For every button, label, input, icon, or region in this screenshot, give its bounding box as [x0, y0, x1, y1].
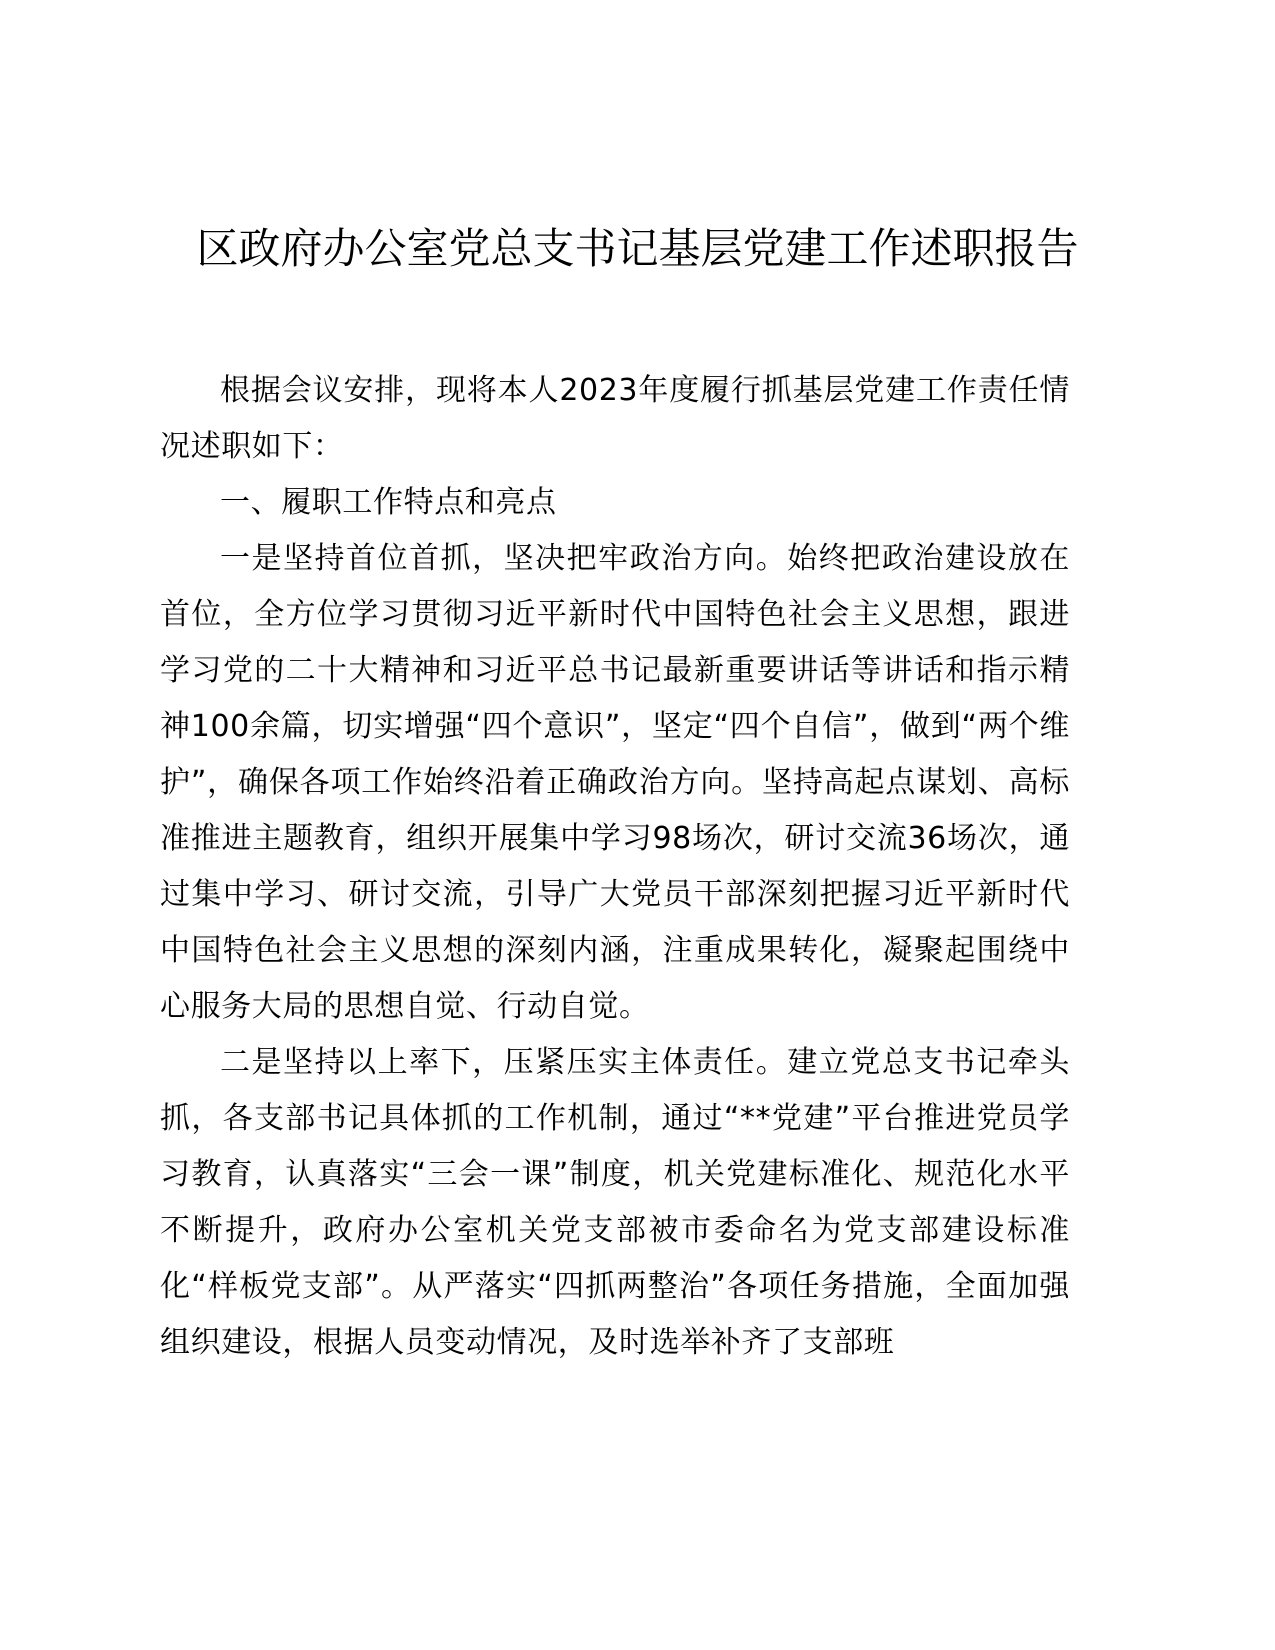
- paragraph-point-1: 一是坚持首位首抓，坚决把牢政治方向。始终把政治建设放在首位，全方位学习贯彻习近平新时代中国特色社会主义思想，跟进学习党的二十大精神和习近平总书记最新重要讲话等讲话和指示精神100余篇，切实增强“四个意识”，坚定“四个自信”，做到“两个维护”，确保各项工作始终沿着正确政治方向。坚持高起点谋划、高标准推进主题教育，组织开展集中学习98场次，研讨交流36场次，通过集中学习、研讨交流，引导广大党员干部深刻把握习近平新时代中国特色社会主义思想的深刻内涵，注重成果转化，凝聚起围绕中心服务大局的思想自觉、行动自觉。: [160, 541, 1070, 1024]
- document-title: 区政府办公室党总支书记基层党建工作述职报告: [196, 224, 1079, 273]
- intro-paragraph: 根据会议安排，现将本人2023年度履行抓基层党建工作责任情况述职如下：: [160, 373, 1070, 464]
- section-heading-1: 一、履职工作特点和亮点: [220, 485, 557, 520]
- paragraph-point-2: 二是坚持以上率下，压紧压实主体责任。建立党总支书记牵头抓，各支部书记具体抓的工作机制，通过“**党建”平台推进党员学习教育，认真落实“三会一课”制度，机关党建标准化、规范化水平不断提升，政府办公室机关党支部被市委命名为党支部建设标准化“样板党支部”。从严落实“四抓两整治”各项任务措施，全面加强组织建设，根据人员变动情况，及时选举补齐了支部班: [160, 1045, 1070, 1360]
- document-body: [160, 363, 1070, 1371]
